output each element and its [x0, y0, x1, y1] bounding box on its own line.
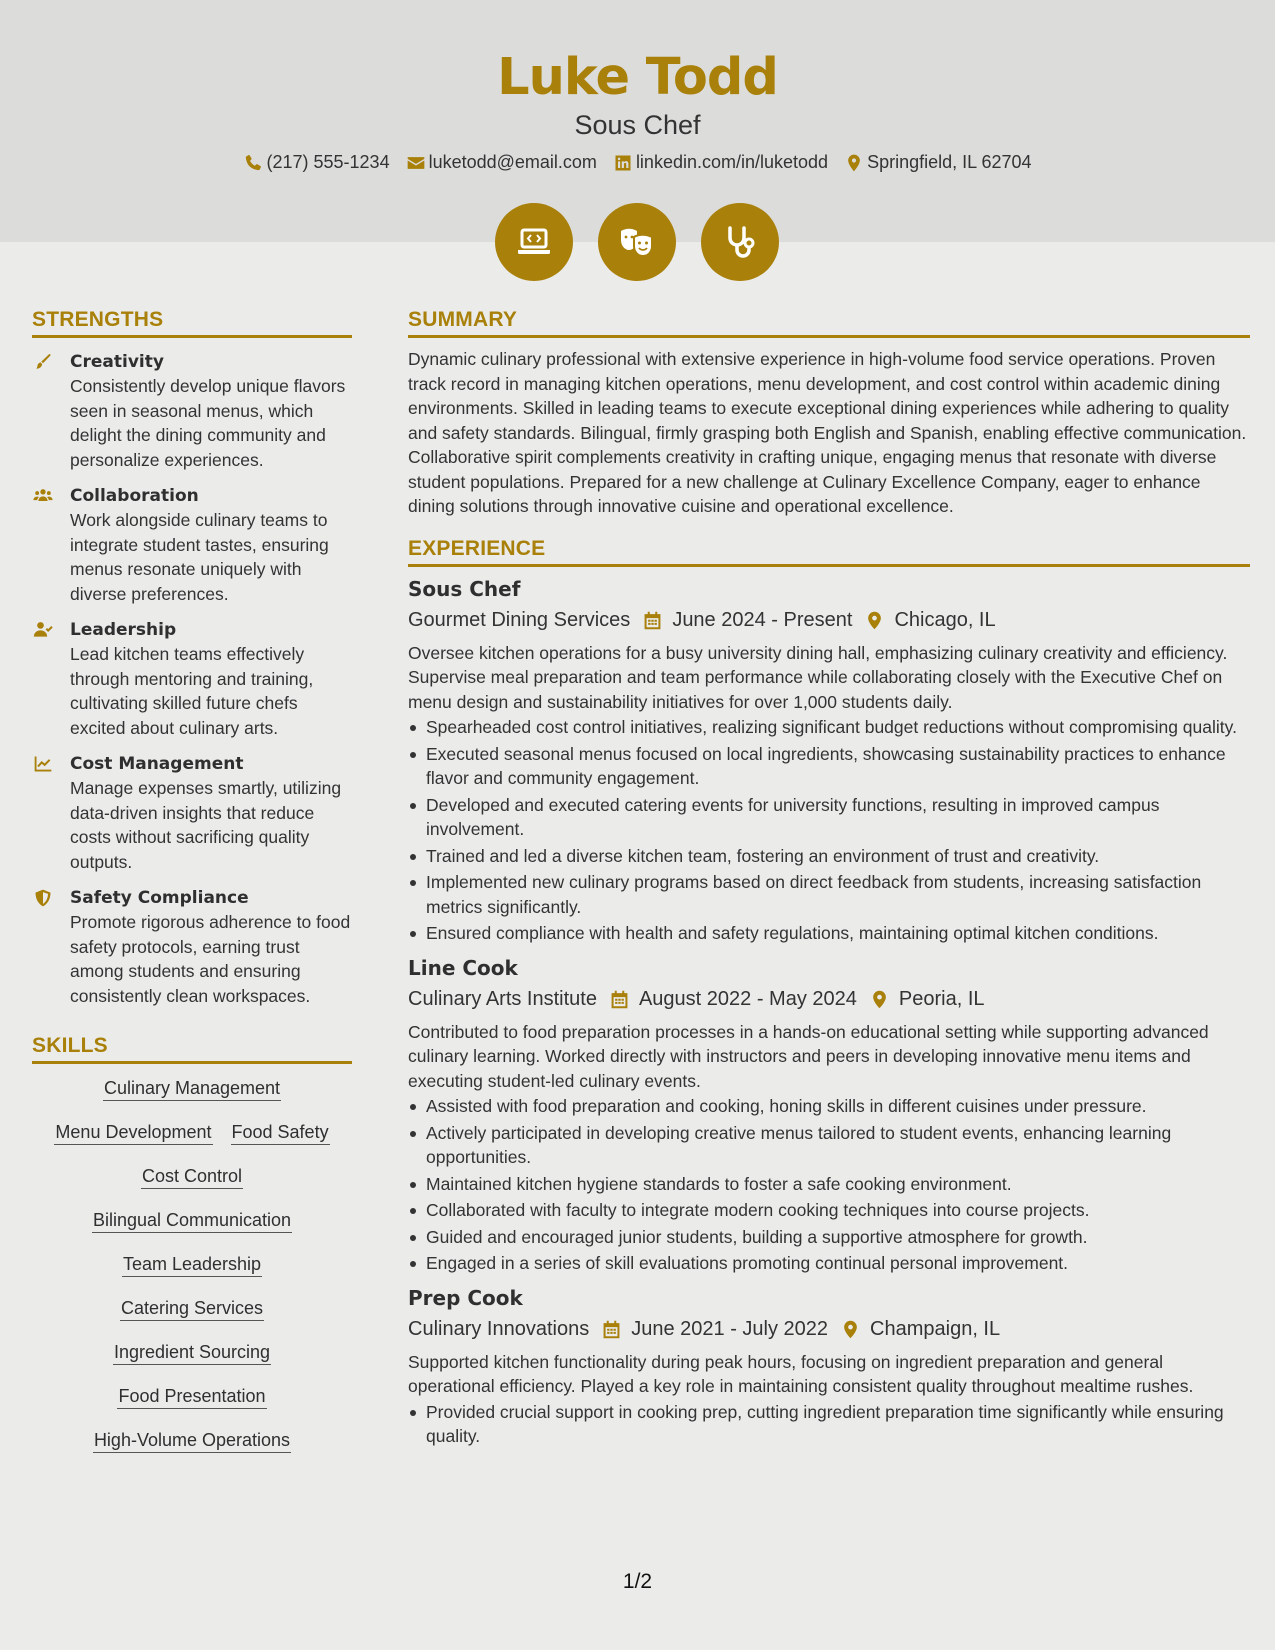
strength-desc: Manage expenses smartly, utilizing data-driven insights that reduce costs without sacrificing quality outputs.	[70, 778, 342, 872]
job-meta	[408, 1318, 1250, 1341]
contact-location-text: Springfield, IL 62704	[867, 152, 1032, 172]
calendar-icon	[610, 989, 629, 1010]
job-title: Sous Chef	[574, 110, 701, 140]
contact-email-text: luketodd@email.com	[428, 152, 597, 172]
strength-item	[32, 752, 352, 874]
laptop-code-icon	[514, 222, 554, 262]
strength-item	[32, 484, 352, 606]
chart-line-icon	[32, 754, 54, 774]
linkedin-icon	[613, 153, 633, 173]
job-location: Champaign, IL	[870, 1317, 1001, 1340]
user-check-icon	[32, 620, 54, 640]
strengths-heading: STRENGTHS	[32, 308, 352, 338]
skill-tag: Food Presentation	[117, 1384, 266, 1409]
strength-item	[32, 886, 352, 1008]
job-entry	[408, 577, 1250, 946]
skill-tag: Catering Services	[120, 1296, 264, 1321]
job-bullets	[408, 1400, 1250, 1449]
skill-tag: Bilingual Communication	[92, 1208, 292, 1233]
job-company: Gourmet Dining Services	[408, 608, 631, 631]
strength-item	[32, 618, 352, 740]
users-icon	[32, 486, 54, 506]
skill-tag: Team Leadership	[122, 1252, 262, 1277]
job-role: Sous Chef	[408, 576, 521, 601]
job-dates: June 2021 - July 2022	[631, 1317, 829, 1340]
calendar-icon	[602, 1319, 621, 1340]
bullet-item: Collaborated with faculty to integrate modern cooking techniques into course projects.	[408, 1198, 1250, 1223]
location-icon	[870, 989, 889, 1010]
interest-circle-medicine	[701, 203, 779, 281]
contact-linkedin-text: linkedin.com/in/luketodd	[635, 152, 829, 172]
strength-desc: Promote rigorous adherence to food safety protocols, earning trust among students and ensuring consistently clean workspaces.	[70, 912, 351, 1006]
job-bullets	[408, 1094, 1250, 1276]
shield-icon	[32, 888, 54, 908]
job-dates: August 2022 - May 2024	[638, 987, 857, 1010]
paintbrush-icon	[32, 352, 54, 372]
skills-list	[32, 1076, 352, 1453]
job-description: Oversee kitchen operations for a busy university dining hall, emphasizing culinary creativity and efficiency. Supervise meal preparation and team performance while collaborating closely with the Executive Chef on menu design and sustainability initiatives for over 1,000 students daily.	[408, 642, 1228, 712]
skill-tag: Food Safety	[231, 1120, 330, 1145]
skill-tag: Menu Development	[54, 1120, 212, 1145]
phone-icon	[243, 153, 263, 173]
job-bullets	[408, 715, 1250, 946]
job-location: Chicago, IL	[894, 608, 996, 631]
location-icon	[865, 610, 884, 631]
right-column	[408, 308, 1250, 1451]
job-entry	[408, 1286, 1250, 1449]
skill-tag: High-Volume Operations	[93, 1428, 291, 1453]
job-role: Line Cook	[408, 955, 518, 980]
bullet-item: Guided and encouraged junior students, building a supportive atmosphere for growth.	[408, 1225, 1250, 1250]
email-icon	[406, 153, 426, 173]
interest-circle-theater	[598, 203, 676, 281]
calendar-icon	[643, 610, 662, 631]
summary-heading: SUMMARY	[408, 308, 1250, 338]
bullet-item: Provided crucial support in cooking prep, cutting ingredient preparation time significantly while ensuring quality.	[408, 1400, 1250, 1449]
bullet-item: Engaged in a series of skill evaluations promoting continual personal improvement.	[408, 1251, 1250, 1276]
bullet-item: Assisted with food preparation and cooking, honing skills in different cuisines under pressure.	[408, 1094, 1250, 1119]
location-icon	[841, 1319, 860, 1340]
skills-heading: SKILLS	[32, 1034, 352, 1064]
skill-tag: Cost Control	[141, 1164, 243, 1189]
job-description: Supported kitchen functionality during peak hours, focusing on ingredient preparation and general operational efficiency. Played a key role in maintaining consistent quality throughout mealtime rushes.	[408, 1351, 1194, 1396]
job-company: Culinary Innovations	[408, 1317, 590, 1340]
strength-name: Leadership	[70, 620, 177, 640]
contact-email[interactable]	[406, 152, 597, 173]
job-location: Peoria, IL	[898, 987, 985, 1010]
contact-phone-text: (217) 555-1234	[266, 152, 390, 172]
strength-item	[32, 350, 352, 472]
job-description: Contributed to food preparation processes in a hands-on educational setting while supporting advanced culinary learning. Worked directly with instructors and peers in developing innovative menu items and executing student-led culinary events.	[408, 1021, 1209, 1091]
skill-tag: Ingredient Sourcing	[113, 1340, 271, 1365]
contact-bar	[0, 152, 1275, 173]
job-meta	[408, 988, 1250, 1011]
skill-tag: Culinary Management	[103, 1076, 281, 1101]
stethoscope-icon	[720, 222, 760, 262]
job-role: Prep Cook	[408, 1285, 523, 1310]
interest-circle-coding	[495, 203, 573, 281]
job-entry	[408, 956, 1250, 1276]
bullet-item: Trained and led a diverse kitchen team, fostering an environment of trust and creativity.	[408, 844, 1250, 869]
contact-phone[interactable]	[243, 152, 389, 173]
job-meta	[408, 609, 1250, 632]
bullet-item: Ensured compliance with health and safety regulations, maintaining optimal kitchen conditions.	[408, 921, 1250, 946]
bullet-item: Executed seasonal menus focused on local ingredients, showcasing sustainability practices to enhance flavor and community engagement.	[408, 742, 1250, 791]
bullet-item: Spearheaded cost control initiatives, realizing significant budget reductions without compromising quality.	[408, 715, 1250, 740]
interest-icons	[495, 203, 779, 281]
bullet-item: Implemented new culinary programs based on direct feedback from students, increasing satisfaction metrics significantly.	[408, 870, 1250, 919]
page-number: 1/2	[622, 1570, 653, 1593]
bullet-item: Maintained kitchen hygiene standards to foster a safe cooking environment.	[408, 1172, 1250, 1197]
strength-desc: Lead kitchen teams effectively through mentoring and training, cultivating skilled future chefs excited about culinary arts.	[70, 644, 314, 738]
bullet-item: Developed and executed catering events for university functions, resulting in improved campus involvement.	[408, 793, 1250, 842]
strength-name: Safety Compliance	[70, 888, 249, 908]
strength-desc: Consistently develop unique flavors seen in seasonal menus, which delight the dining community and personalize experiences.	[70, 376, 346, 470]
job-company: Culinary Arts Institute	[408, 987, 597, 1010]
summary-text: Dynamic culinary professional with extensive experience in high-volume food service operations. Proven track record in managing kitchen operations, menu development, and cost control within academic dining environments. Skilled in leading teams to execute exceptional dining experiences while adhering to quality and safety standards. Bilingual, firmly grasping both English and Spanish, enabling effective communication. Collaborative spirit complements creativity in crafting unique, engaging menus that resonate with diverse student populations. Prepared for a new challenge at Culinary Excellence Company, eager to enhance dining solutions through innovative cuisine and operational excellence.	[408, 349, 1247, 516]
contact-location	[844, 152, 1031, 173]
location-icon	[844, 153, 864, 173]
strength-name: Cost Management	[70, 754, 244, 774]
theater-masks-icon	[617, 222, 657, 262]
experience-heading: EXPERIENCE	[408, 537, 1250, 567]
left-column	[32, 308, 352, 1453]
candidate-name: Luke Todd	[497, 48, 778, 107]
contact-linkedin[interactable]	[613, 152, 828, 173]
bullet-item: Actively participated in developing creative menus tailored to student events, enhancing learning opportunities.	[408, 1121, 1250, 1170]
strength-name: Creativity	[70, 352, 164, 372]
job-dates: June 2024 - Present	[672, 608, 853, 631]
strength-desc: Work alongside culinary teams to integrate student tastes, ensuring menus resonate uniquely with diverse preferences.	[70, 510, 329, 604]
strength-name: Collaboration	[70, 486, 199, 506]
